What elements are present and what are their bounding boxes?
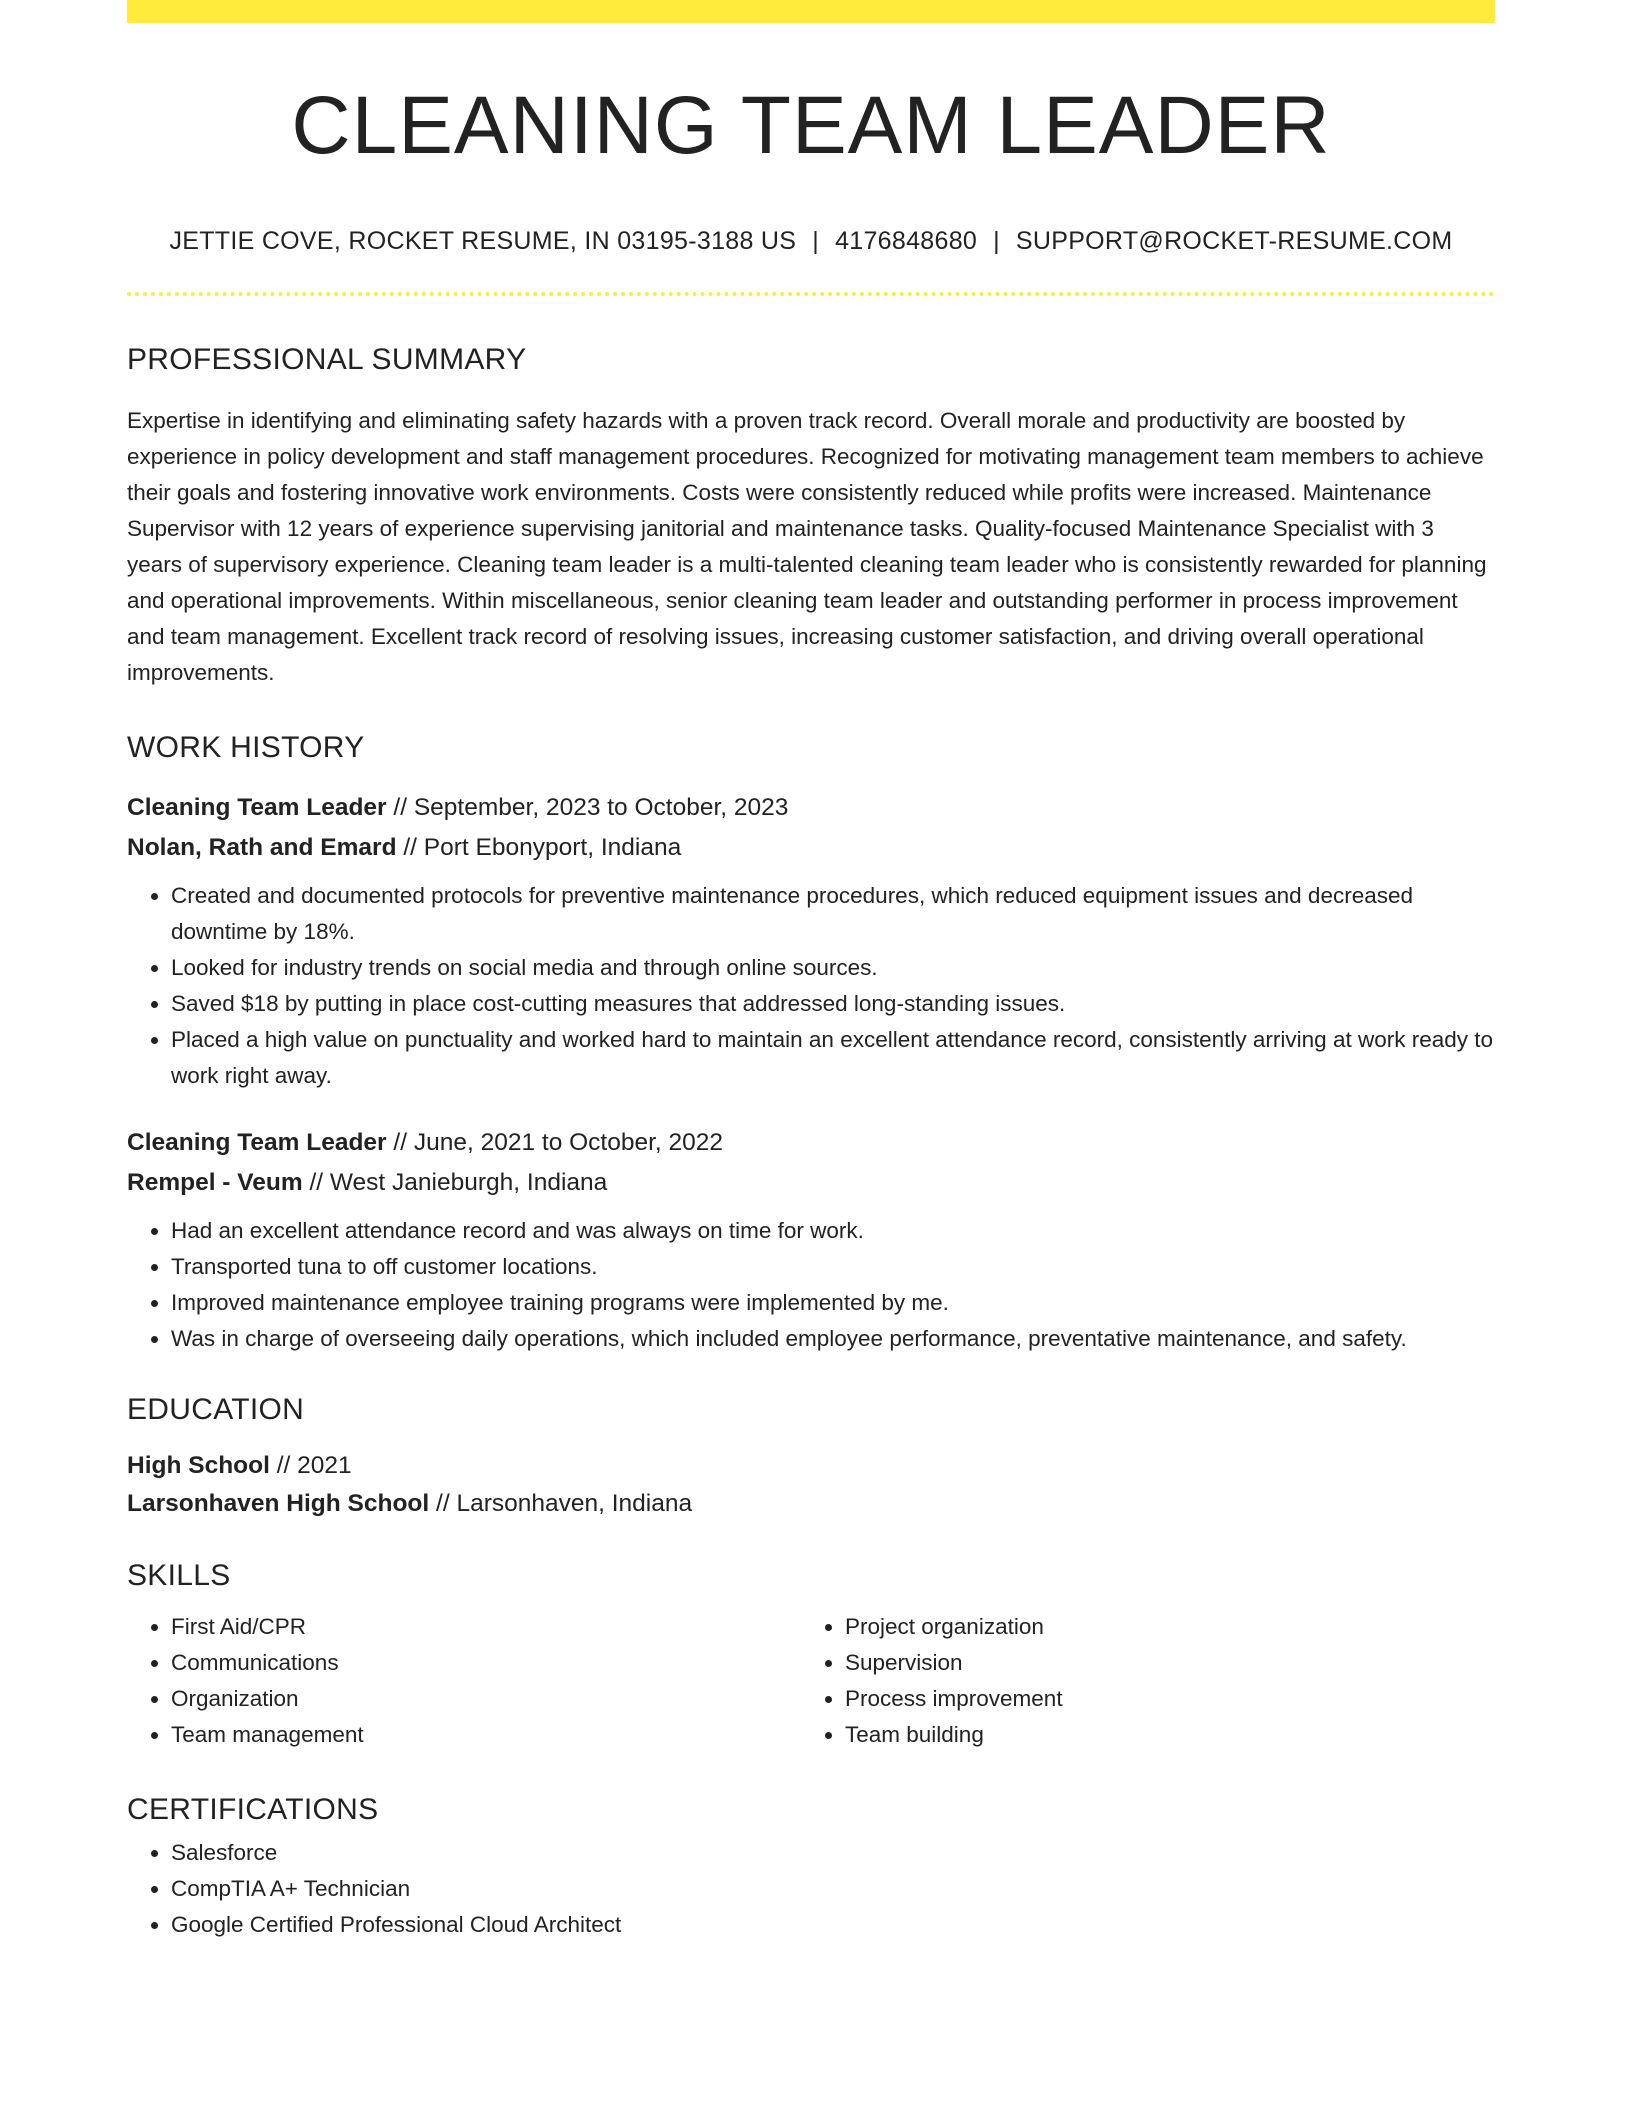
- section-title-certifications: CERTIFICATIONS: [127, 1793, 379, 1826]
- job-company-line: [127, 828, 1495, 868]
- skills-list-left: [127, 1609, 801, 1753]
- job-role: Cleaning Team Leader: [127, 794, 387, 821]
- job-bullet: • Created and documented protocols for preventive maintenance procedures, which reduced equipment issues and decreased downtime by 18%.: [171, 878, 1495, 950]
- job-bullet: • Placed a high value on punctuality and worked hard to maintain an excellent attendance record, consistently arriving at work ready to work right away.: [171, 1022, 1495, 1094]
- job-bullet: • Had an excellent attendance record and was always on time for work.: [171, 1213, 1495, 1249]
- job-entry: [127, 788, 1495, 1094]
- contact-address: JETTIE COVE, ROCKET RESUME, IN 03195-3188 US: [169, 227, 797, 255]
- education-location: // Larsonhaven, Indiana: [429, 1490, 693, 1517]
- job-company: Rempel - Veum: [127, 1169, 303, 1196]
- certification-item: • Google Certified Professional Cloud Architect: [171, 1907, 1495, 1943]
- job-bullet: • Looked for industry trends on social media and through online sources.: [171, 950, 1495, 986]
- skills-grid: [127, 1609, 1495, 1753]
- job-bullet-list: [127, 878, 1495, 1094]
- job-bullet-list: [127, 1213, 1495, 1357]
- skill-item: • Team management: [171, 1717, 801, 1753]
- certification-item: • Salesforce: [171, 1835, 1495, 1871]
- job-company-line: [127, 1163, 1495, 1203]
- contact-email: SUPPORT@ROCKET-RESUME.COM: [1015, 227, 1453, 255]
- section-title-summary: PROFESSIONAL SUMMARY: [127, 343, 527, 376]
- contact-separator: |: [993, 227, 1000, 255]
- job-title-line: [127, 1123, 1495, 1163]
- job-dates: // June, 2021 to October, 2022: [386, 1129, 724, 1156]
- job-bullet: • Saved $18 by putting in place cost-cutting measures that addressed long-standing issues.: [171, 986, 1495, 1022]
- skill-item: • First Aid/CPR: [171, 1609, 801, 1645]
- section-title-skills: SKILLS: [127, 1559, 231, 1592]
- education-school-line: [127, 1485, 1495, 1523]
- contact-line: [127, 229, 1495, 254]
- certifications-list: [127, 1835, 1495, 1943]
- header-divider: [127, 292, 1495, 296]
- section-title-education: EDUCATION: [127, 1393, 305, 1426]
- education-school: Larsonhaven High School: [127, 1490, 430, 1517]
- job-entry: [127, 1123, 1495, 1357]
- job-dates: // September, 2023 to October, 2023: [386, 794, 789, 821]
- top-accent-bar: [127, 0, 1495, 23]
- skill-item: • Process improvement: [845, 1681, 1475, 1717]
- contact-separator: |: [812, 227, 820, 255]
- skill-item: • Project organization: [845, 1609, 1475, 1645]
- job-location: // West Janieburgh, Indiana: [302, 1169, 608, 1196]
- job-location: // Port Ebonyport, Indiana: [396, 834, 682, 861]
- education-degree-line: [127, 1447, 1495, 1485]
- skills-list-right: [801, 1609, 1475, 1753]
- resume-page: [127, 0, 1495, 1943]
- job-bullet: • Was in charge of overseeing daily operations, which included employee performance, preventative maintenance, and safety.: [171, 1321, 1495, 1357]
- skill-item: • Supervision: [845, 1645, 1475, 1681]
- skill-item: • Organization: [171, 1681, 801, 1717]
- job-bullet: • Transported tuna to off customer locations.: [171, 1249, 1495, 1285]
- job-bullet: • Improved maintenance employee training programs were implemented by me.: [171, 1285, 1495, 1321]
- job-role: Cleaning Team Leader: [127, 1129, 387, 1156]
- skill-item: • Communications: [171, 1645, 801, 1681]
- certification-item: • CompTIA A+ Technician: [171, 1871, 1495, 1907]
- section-title-work-history: WORK HISTORY: [127, 731, 365, 764]
- job-title-line: [127, 788, 1495, 828]
- job-company: Nolan, Rath and Emard: [127, 834, 397, 861]
- education-year: // 2021: [269, 1452, 352, 1479]
- summary-text: Expertise in identifying and eliminating safety hazards with a proven track record. Overall morale and productivity are boosted by experience in policy development and staff management procedures. Recognized for motivating management team members to achieve their goals and fostering innovative work environments. Costs were consistently reduced while profits were increased. Maintenance Supervisor with 12 years of experience supervising janitorial and maintenance tasks. Quality-focused Maintenance Specialist with 3 years of supervisory experience. Cleaning team leader is a multi-talented cleaning team leader who is consistently rewarded for planning and operational improvements. Within miscellaneous, senior cleaning team leader and outstanding performer in process improvement and team management. Excellent track record of resolving issues, increasing customer satisfaction, and driving overall operational improvements.: [127, 408, 1487, 685]
- resume-name: CLEANING TEAM LEADER: [291, 80, 1331, 171]
- contact-phone: 4176848680: [835, 227, 978, 255]
- skill-item: • Team building: [845, 1717, 1475, 1753]
- education-degree: High School: [127, 1452, 270, 1479]
- education-entry: [127, 1447, 1495, 1523]
